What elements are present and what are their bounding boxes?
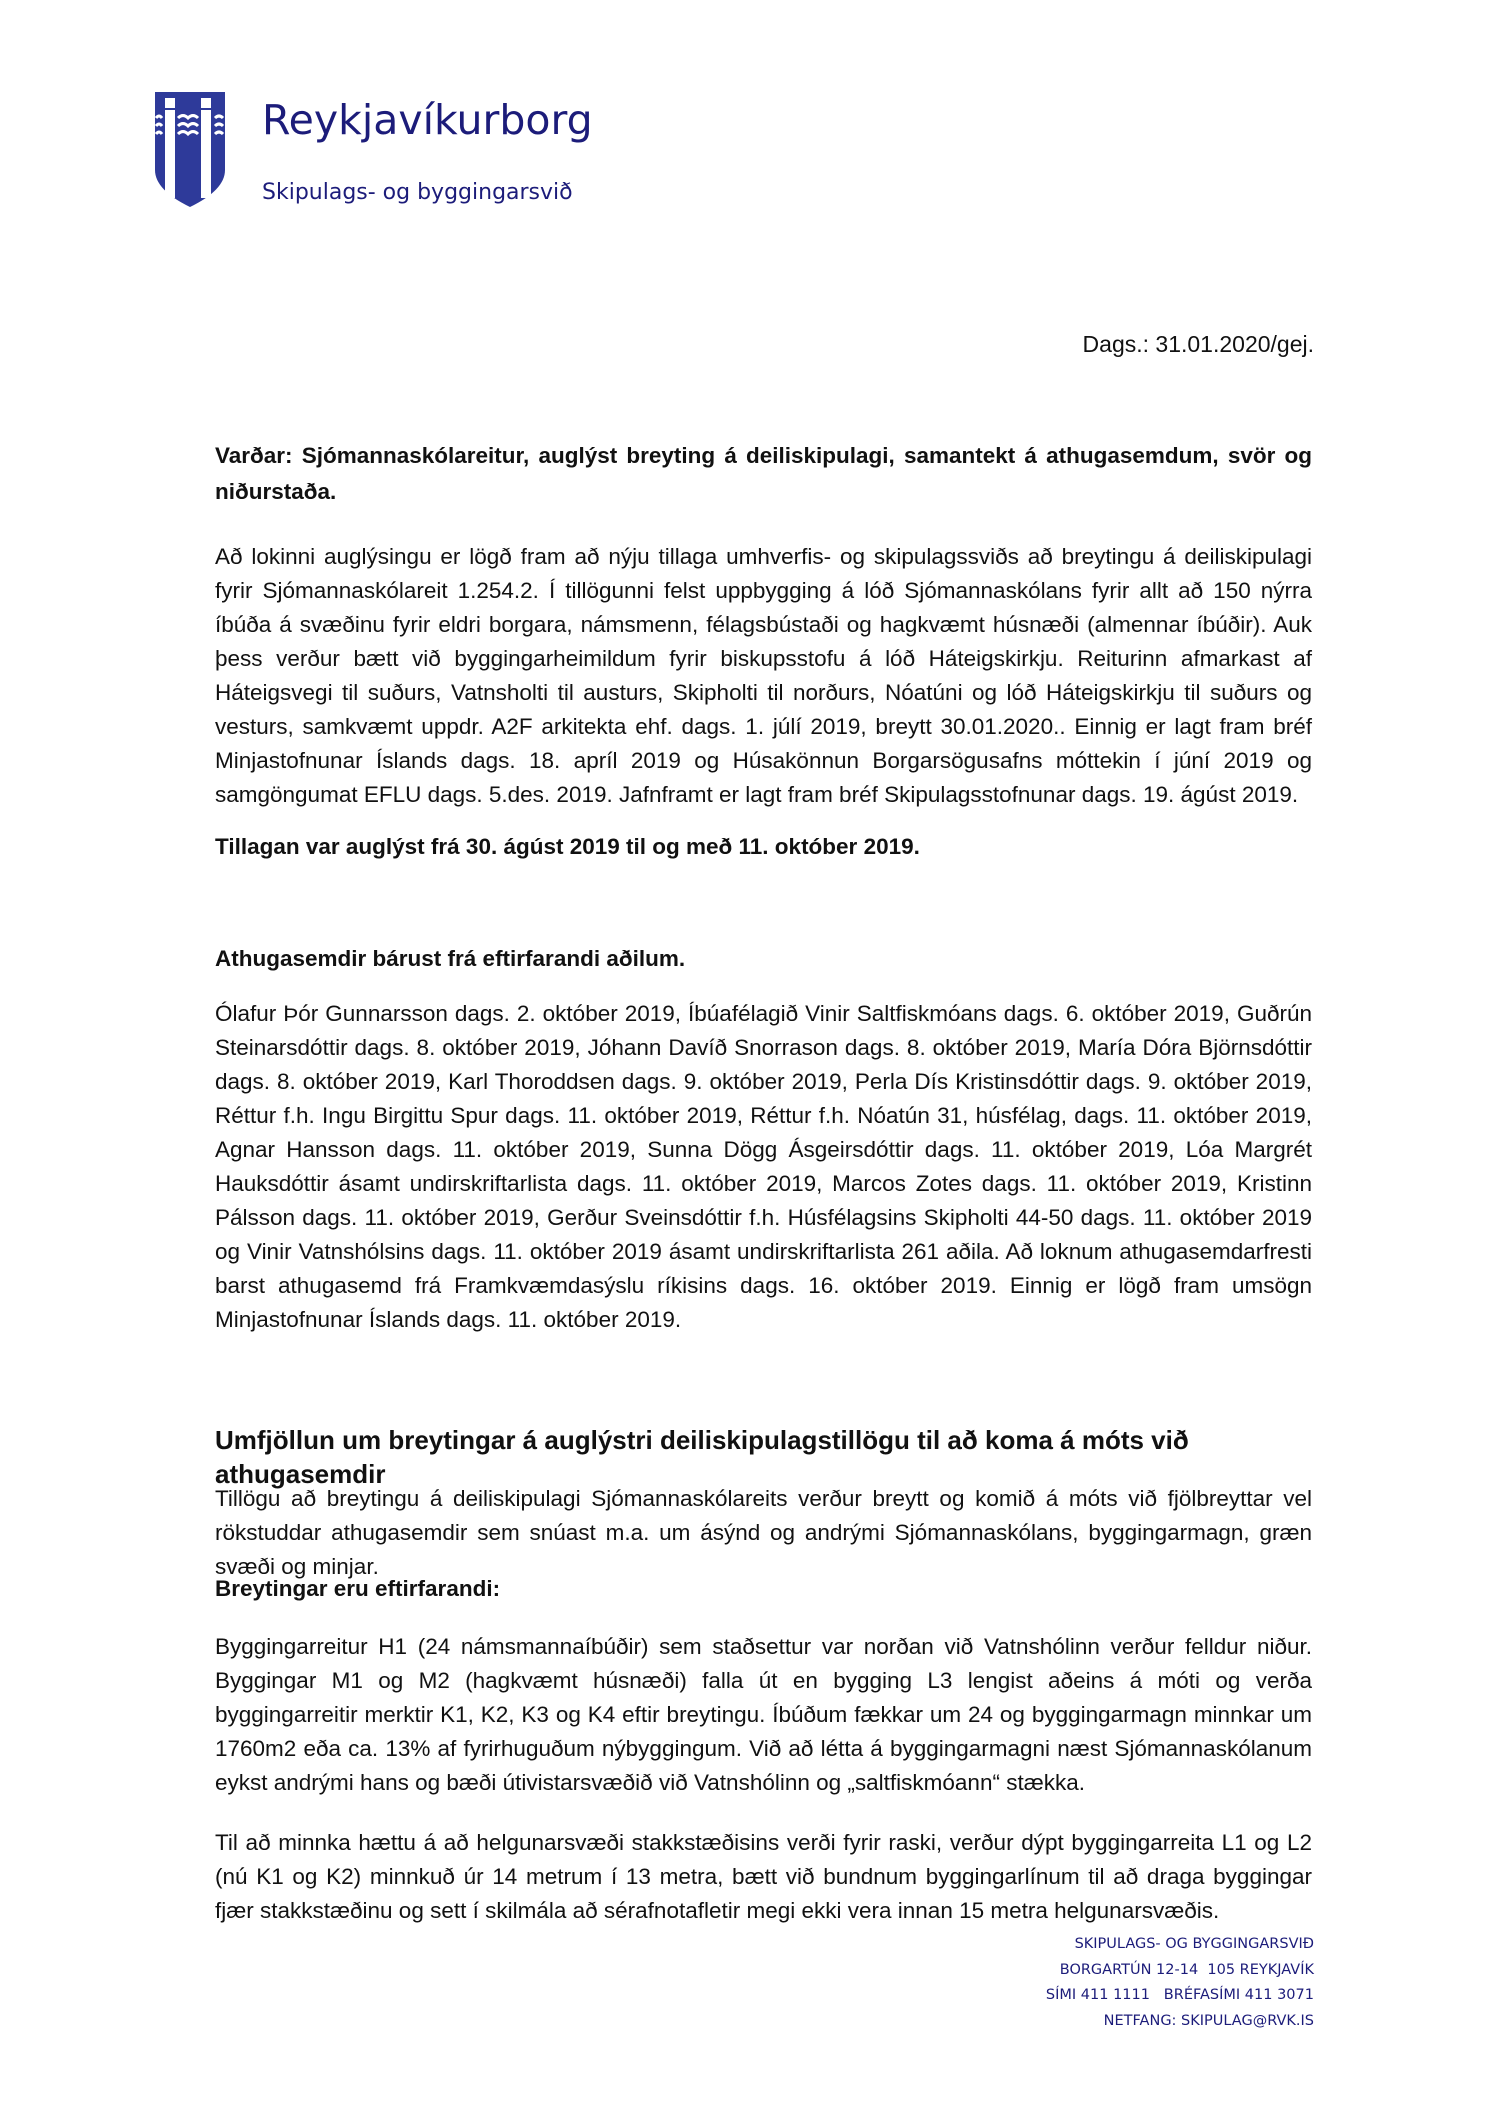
comments-list: Ólafur Þór Gunnarsson dags. 2. október 2019, Íbúafélagið Vinir Saltfiskmóans dags. 6. október 2019, Guðrún Steinarsdóttir dags. 8. október 2019, Jóhann Davíð Snorrason dags. 8. október 2019, María Dóra Björnsdóttir dags. 8. október 2019, Karl Thoroddsen dags. 9. október 2019, Perla Dís Kristinsdóttir dags. 9. október 2019, Réttur f.h. Ingu Birgittu Spur dags. 11. október 2019, Réttur f.h. Nóatún 31, húsfélag, dags. 11. október 2019, Agnar Hansson dags. 11. október 2019, Sunna Dögg Ásgeirsdóttir dags. 11. október 2019, Lóa Margrét Hauksdóttir ásamt undirskriftarlista dags. 11. október 2019, Marcos Zotes dags. 11. október 2019, Kristinn Pálsson dags. 11. október 2019, Gerður Sveinsdóttir f.h. Húsfélagsins Skipholti 44-50 dags. 11. október 2019 og Vinir Vatnshólsins dags. 11. október 2019 ásamt undirskriftarlista 261 aðila. Að loknum athugasemdarfresti barst athugasemd frá Framkvæmdasýslu ríkisins dags. 16. október 2019. Einnig er lögð fram umsögn Minjastofnunar Íslands dags. 11. október 2019. xyxy=(215,1001,1312,1332)
document-date: Dags.: 31.01.2020/gej. xyxy=(1082,331,1314,357)
department-name: Skipulags- og byggingarsvið xyxy=(262,180,573,205)
advertised-period: Tillagan var auglýst frá 30. ágúst 2019 til og með 11. október 2019. xyxy=(215,834,920,859)
subject-line: Varðar: Sjómannaskólareitur, auglýst breyting á deiliskipulagi, samantekt á athugasemdum, svör og niðurstaða. xyxy=(215,443,1312,504)
discussion-paragraph: Tillögu að breytingu á deiliskipulagi Sjómannaskólareits verður breytt og komið á móts við fjölbreyttar vel rökstuddar athugasemdir sem snúast m.a. um ásýnd og andrými Sjómannaskólans, byggingarmagn, græn svæði og minjar. xyxy=(215,1486,1312,1579)
intro-paragraph: Að lokinni auglýsingu er lögð fram að nýju tillaga umhverfis- og skipulagssviðs að breytingu á deiliskipulagi fyrir Sjómannaskólareit 1.254.2. Í tillögunni felst uppbygging á lóð Sjómannaskólans fyrir allt að 150 nýrra íbúða á svæðinu fyrir eldri borgara, námsmenn, félagsbústaði og hagkvæmt húsnæði (almennar íbúðir). Auk þess verður bætt við byggingarheimildum fyrir biskupsstofu á lóð Háteigskirkju. Reiturinn afmarkast af Háteigsvegi til suðurs, Vatnsholti til austurs, Skipholti til norðurs, Nóatúni og lóð Háteigskirkju til suðurs og vesturs, samkvæmt uppdr. A2F arkitekta ehf. dags. 1. júlí 2019, breytt 30.01.2020.. Einnig er lagt fram bréf Minjastofnunar Íslands dags. 18. apríl 2019 og Húsakönnun Borgarsögusafns móttekin í júní 2019 og samgöngumat EFLU dags. 5.des. 2019. Jafnframt er lagt fram bréf Skipulagsstofnunar dags. 19. ágúst 2019. xyxy=(215,544,1312,807)
comments-heading: Athugasemdir bárust frá eftirfarandi aðilum. xyxy=(215,946,686,971)
changes-paragraph-2: Til að minnka hættu á að helgunarsvæði stakkstæðisins verði fyrir raski, verður dýpt byggingarreita L1 og L2 (nú K1 og K2) minnkuð úr 14 metrum í 13 metra, bætt við bundnum byggingarlínum til að draga byggingar fjær stakkstæðinu og sett í skilmála að sérafnotafletir megi ekki vera innan 15 metra helgunarsvæðis. xyxy=(215,1830,1312,1923)
footer-address: BORGARTÚN 12-14 105 REYKJAVÍK xyxy=(1059,1961,1314,1978)
changes-heading: Breytingar eru eftirfarandi: xyxy=(215,1576,501,1601)
footer-contact xyxy=(1046,1932,1314,2034)
footer-email: NETFANG: SKIPULAG@RVK.IS xyxy=(1103,2012,1314,2029)
organization-name: Reykjavíkurborg xyxy=(262,96,593,144)
footer-department: SKIPULAGS- OG BYGGINGARSVIÐ xyxy=(1074,1936,1314,1952)
changes-paragraph-1: Byggingarreitur H1 (24 námsmannaíbúðir) sem staðsettur var norðan við Vatnshólinn verður felldur niður. Byggingar M1 og M2 (hagkvæmt húsnæði) falla út en bygging L3 lengist aðeins á móti og verða byggingarreitir merktir K1, K2, K3 og K4 eftir breytingu. Íbúðum fækkar um 24 og byggingarmagn minnkar um 1760m2 eða ca. 13% af fyrirhuguðum nýbyggingum. Við að létta á byggingarmagni næst Sjómannaskólanum eykst andrými hans og bæði útivistarsvæðið við Vatnshólinn og „saltfiskmóann“ stækka. xyxy=(215,1634,1312,1795)
discussion-heading: Umfjöllun um breytingar á auglýstri deiliskipulagstillögu til að koma á móts við athugasemdir xyxy=(215,1425,1189,1489)
footer-phone: SÍMI 411 1111 BRÉFASÍMI 411 3071 xyxy=(1045,1987,1314,2003)
reykjavik-coat-of-arms-icon xyxy=(155,92,225,207)
